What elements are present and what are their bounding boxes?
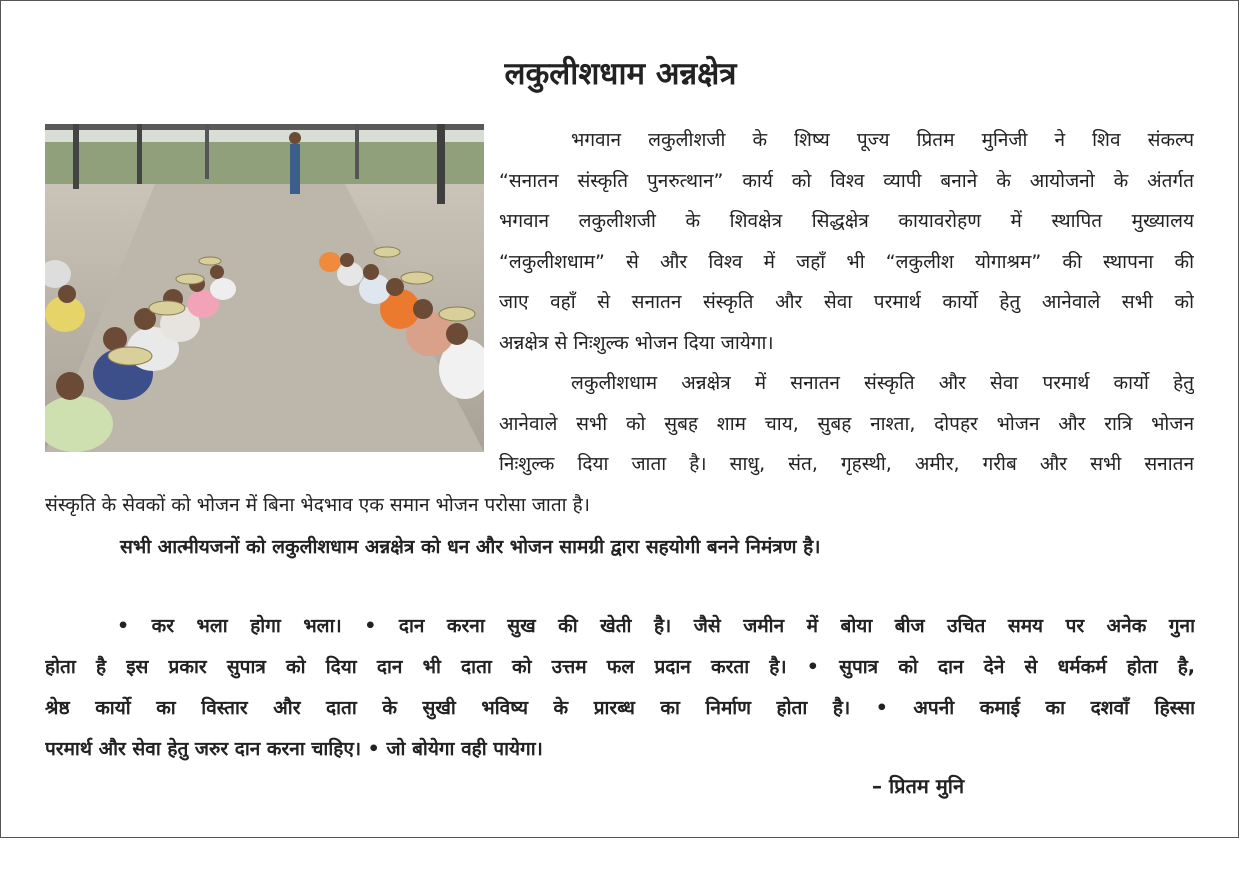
text-line: “लकुलीशधाम” से और विश्व में जहाँ भी “लकुलीश योगाश्रम” की स्थापना की	[499, 250, 1194, 273]
text-line: “सनातन संस्कृति पुनरुत्थान” कार्य को विश्व व्यापी बनाने के आयोजनो के अंतर्गत	[499, 169, 1194, 192]
text-line: निःशुल्क दिया जाता है। साधु, संत, गृहस्थी, अमीर, गरीब और सभी सनातन	[499, 453, 1194, 475]
invitation-text: सभी आत्मीयजनों को लकुलीशधाम अन्नक्षेत्र को धन और भोजन सामग्री द्वारा सहयोगी बनने निमंत्रण है।	[120, 536, 821, 558]
text-line: अन्नक्षेत्र से निःशुल्क भोजन दिया जायेगा।	[499, 331, 774, 354]
text-line: होता है इस प्रकार सुपात्र को दिया दान भी दाता को उत्तम फल प्रदान करता है। • सुपात्र को दान देने से धर्मकर्म होता है,	[45, 656, 1195, 678]
text-line: श्रेष्ठ कार्यो का विस्तार और दाता के सुखी भविष्य के प्रारब्ध का निर्माण होता है। • अपनी कमाई का दशवाँ हिस्सा	[45, 697, 1195, 719]
page-title: लकुलीशधाम अन्नक्षेत्र	[504, 56, 737, 92]
text-line: जाए वहाँ से सनातन संस्कृति और सेवा परमार्थ कार्यो हेतु आनेवाले सभी को	[499, 291, 1194, 313]
services-paragraph	[499, 363, 1194, 485]
text-line: आनेवाले सभी को सुबह शाम चाय, सुबह नाश्ता, दोपहर भोजन और रात्रि भोजन	[499, 412, 1194, 435]
text-line: • कर भला होगा भला। • दान करना सुख की खेती है। जैसे जमीन में बोया बीज उचित समय पर अनेक गुना	[117, 615, 1195, 637]
signature: – प्रितम मुनि	[872, 774, 965, 798]
services-paragraph-last-line: संस्कृति के सेवकों को भोजन में बिना भेदभाव एक समान भोजन परोसा जाता है।	[45, 494, 590, 516]
text-line: भगवान लकुलीशजी के शिवक्षेत्र सिद्धक्षेत्र कायावरोहण में स्थापित मुख्यालय	[499, 210, 1194, 232]
text-line: भगवान लकुलीशजी के शिष्य पूज्य प्रितम मुनिजी ने शिव संकल्प	[571, 129, 1194, 151]
text-line: लकुलीशधाम अन्नक्षेत्र में सनातन संस्कृति और सेवा परमार्थ कार्यो हेतु	[571, 372, 1194, 394]
intro-paragraph	[499, 120, 1194, 363]
community-meal-photo	[45, 124, 484, 452]
donation-sayings	[45, 606, 1195, 770]
text-line: परमार्थ और सेवा हेतु जरुर दान करना चाहिए। • जो बोयेगा वही पायेगा।	[45, 738, 543, 760]
